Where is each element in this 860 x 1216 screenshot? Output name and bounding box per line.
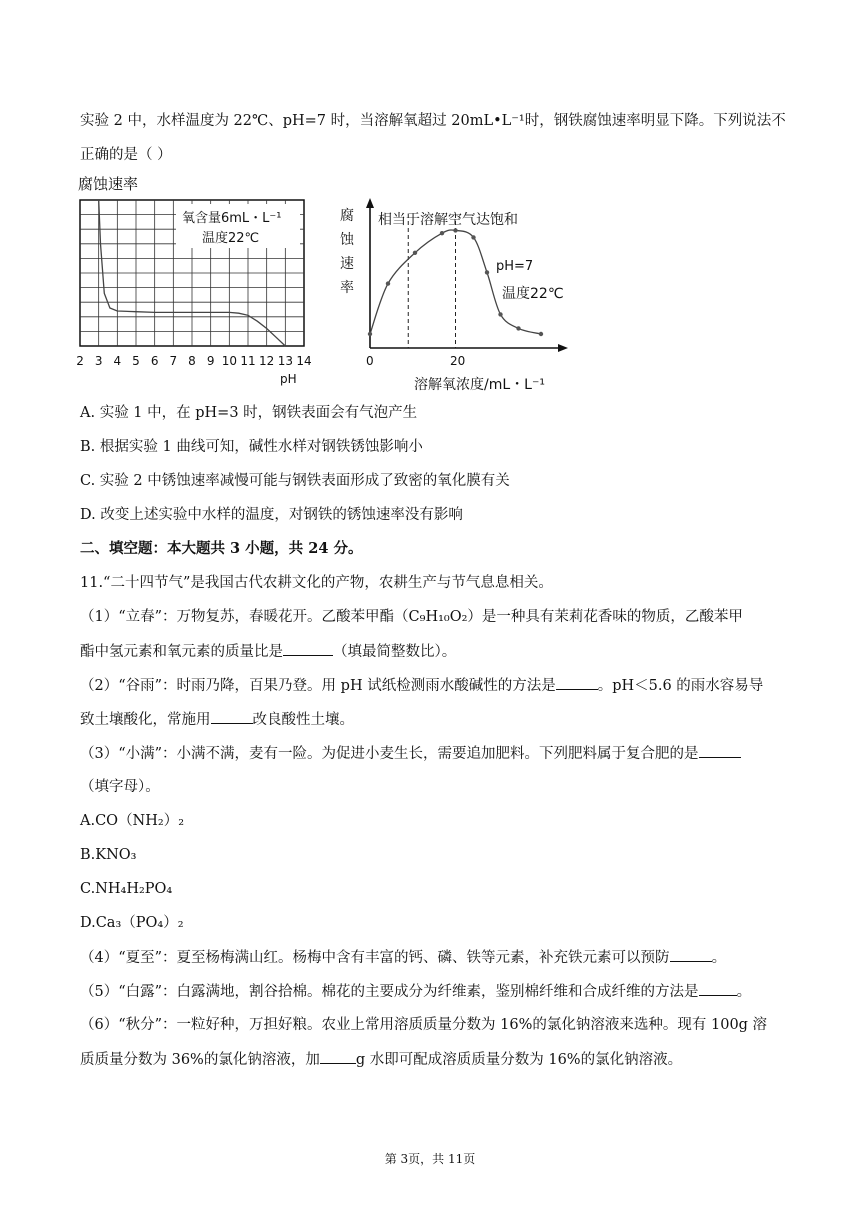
chart2-marker <box>485 270 489 274</box>
q11-part2-blank-2[interactable] <box>211 709 253 724</box>
chart2-xlabel: 溶解氧浓度/mL・L⁻¹ <box>414 377 545 393</box>
q11-part4 <box>80 947 780 968</box>
q11-part5-end: 。 <box>736 984 752 1000</box>
chart2-marker <box>413 251 417 255</box>
q11-part3-blank[interactable] <box>699 743 741 758</box>
q11-part3-line1 <box>80 743 780 764</box>
chart1-tick-label: 8 <box>188 354 196 368</box>
q11-part4-text: （4）“夏至”：夏至杨梅满山红。杨梅中含有丰富的钙、磷、铁等元素，补充铁元素可以预防 <box>80 950 670 966</box>
q11-part4-blank[interactable] <box>670 947 712 962</box>
q11-part1-text-b: （填最简整数比）。 <box>333 644 457 660</box>
chart1-tick-label: 2 <box>76 354 84 368</box>
chart2-ylabel-1: 腐 <box>340 208 354 224</box>
chart1-tick-label: 7 <box>169 354 178 368</box>
q11-part6-text-a: 质质量分数为 36%的氯化钠溶液，加 <box>80 1052 320 1068</box>
chart2-annotation-top: 相当于溶解空气达饱和 <box>378 212 518 228</box>
intro-line-1: 实验 2 中，水样温度为 22℃、pH=7 时，当溶解氧超过 20mL•L⁻¹时，钢铁腐蚀速率明显下降。下列说法不 <box>80 113 786 129</box>
q11-part1-text-a: 酯中氢元素和氧元素的质量比是 <box>80 644 283 660</box>
q11-part3-text: （3）“小满”：小满不满，麦有一险。为促进小麦生长，需要追加肥料。下列肥料属于复合肥的是 <box>80 746 699 762</box>
q11-part1-line1: （1）“立春”：万物复苏，春暖花开。乙酸苯甲酯（C₉H₁₀O₂）是一种具有茉莉花香味的物质，乙酸苯甲 <box>80 609 743 625</box>
q11-part3-line2: （填字母）。 <box>80 779 160 795</box>
option-b: B. 根据实验 1 曲线可知，碱性水样对钢铁锈蚀影响小 <box>80 439 423 455</box>
chart2-marker <box>498 312 502 316</box>
chart2-ylabel-2: 蚀 <box>340 232 354 248</box>
chart2-marker <box>516 326 520 330</box>
chart1-x-ticks <box>76 354 311 368</box>
q11-part5 <box>80 981 780 1002</box>
chart2-marker <box>453 228 457 232</box>
option-c: C. 实验 2 中锈蚀速率减慢可能与钢铁表面形成了致密的氧化膜有关 <box>80 473 510 489</box>
q11-part1-line2 <box>80 641 780 662</box>
chart1-tick-label: 9 <box>206 354 215 368</box>
chart2-annotation-ph: pH=7 <box>496 259 534 274</box>
chart2-ylabel-4: 率 <box>340 280 354 296</box>
option-d: D. 改变上述实验中水样的温度，对钢铁的锈蚀速率没有影响 <box>80 507 463 523</box>
section-heading: 二、填空题：本大题共 3 小题，共 24 分。 <box>80 540 363 557</box>
chart1-tick-label: 10 <box>221 354 237 368</box>
q11-stem: 11.“二十四节气”是我国古代农耕文化的产物，农耕生产与节气息息相关。 <box>80 575 553 591</box>
q11-part2-text-d: 改良酸性土壤。 <box>252 712 354 728</box>
chart2-marker <box>386 281 390 285</box>
q11-part4-end: 。 <box>711 950 727 966</box>
chart1-annotation-oxygen: 氧含量6mL・L⁻¹ <box>182 211 282 226</box>
q11-part2-line2 <box>80 709 780 730</box>
q11-part2-line1 <box>80 675 780 696</box>
chart-oxygen <box>340 198 568 393</box>
chart1-annotation-temp: 温度22℃ <box>202 231 260 246</box>
chart2-x-arrow <box>558 344 568 352</box>
q11-choice-d: D.Ca₃（PO₄）₂ <box>80 915 184 931</box>
chart2-marker <box>440 231 444 235</box>
chart-ph <box>76 175 311 386</box>
chart2-marker <box>471 235 475 239</box>
q11-part2-text-c: 致土壤酸化，常施用 <box>80 712 211 728</box>
chart2-marker <box>539 332 543 336</box>
q11-choice-b: B.KNO₃ <box>80 847 137 863</box>
chart1-tick-label: 11 <box>240 354 256 368</box>
chart1-tick-label: 6 <box>150 354 159 368</box>
q11-part6-text-b: g 水即可配成溶质质量分数为 16%的氯化钠溶液。 <box>355 1052 683 1068</box>
chart1-tick-label: 3 <box>94 354 103 368</box>
q11-part2-blank-1[interactable] <box>556 675 598 690</box>
chart2-y-arrow <box>366 198 374 208</box>
q11-part1-blank[interactable] <box>283 641 333 656</box>
page-footer: 第 3页，共 11页 <box>384 1152 476 1166</box>
corrosion-charts <box>78 172 588 394</box>
q11-part6-line1: （6）“秋分”：一粒好种，万担好粮。农业上常用溶质质量分数为 16%的氯化钠溶液来选种。现有 100g 溶 <box>80 1017 768 1033</box>
q11-part2-text-a: （2）“谷雨”：时雨乃降，百果乃登。用 pH 试纸检测雨水酸碱性的方法是 <box>80 678 556 694</box>
chart1-tick-label: 5 <box>132 354 140 368</box>
q11-part6-line2 <box>80 1049 780 1070</box>
q11-choice-a: A.CO（NH₂）₂ <box>80 813 185 829</box>
chart2-tick-20: 20 <box>450 354 466 368</box>
chart1-tick-label: 13 <box>277 354 293 368</box>
q11-part5-text: （5）“白露”：白露满地，割谷拾棉。棉花的主要成分为纤维素，鉴别棉纤维和合成纤维的方法是 <box>80 984 699 1000</box>
chart2-ylabel-3: 速 <box>340 256 354 272</box>
chart1-tick-label: 4 <box>113 354 122 368</box>
chart2-marker <box>368 332 372 336</box>
option-a: A. 实验 1 中，在 pH=3 时，钢铁表面会有气泡产生 <box>80 405 418 421</box>
chart1-xlabel: pH <box>280 372 297 386</box>
chart1-title: 腐蚀速率 <box>78 175 139 193</box>
q11-part6-blank[interactable] <box>320 1049 356 1064</box>
chart2-tick-0: 0 <box>366 354 374 368</box>
q11-part2-text-b: 。pH＜5.6 的雨水容易导 <box>597 678 764 694</box>
chart2-annotation-temp: 温度22℃ <box>502 286 564 302</box>
chart1-tick-label: 12 <box>259 354 275 368</box>
q11-part5-blank[interactable] <box>699 981 737 996</box>
q11-choice-c: C.NH₄H₂PO₄ <box>80 881 173 897</box>
chart1-tick-label: 14 <box>296 354 312 368</box>
intro-line-2: 正确的是（ ） <box>80 147 172 163</box>
